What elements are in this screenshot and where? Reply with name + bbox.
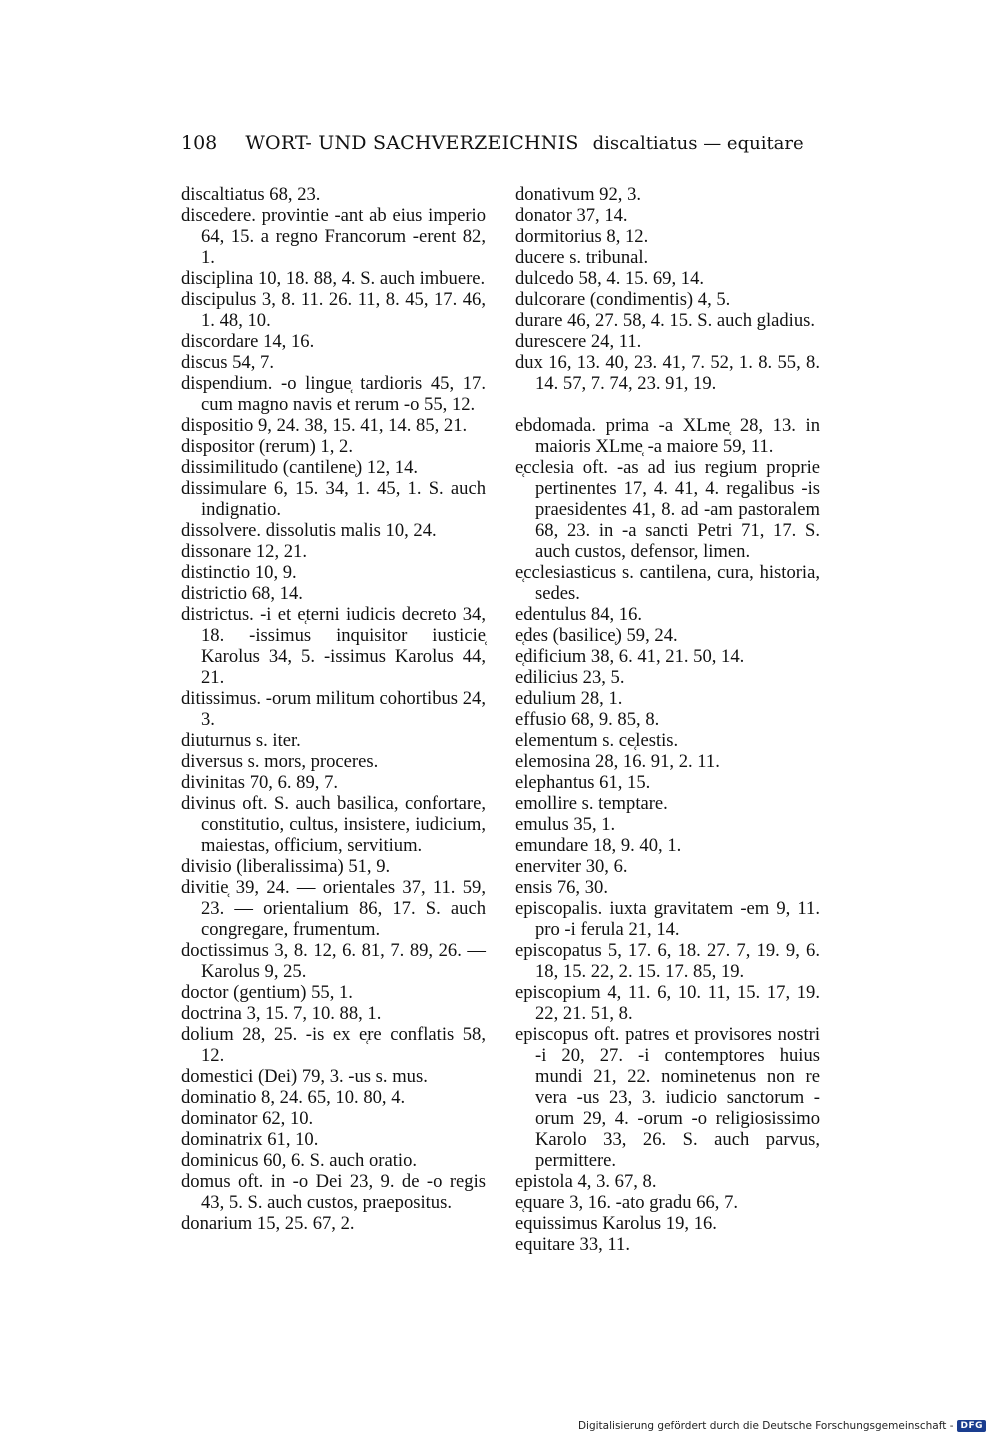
index-entry: diuturnus s. iter. <box>181 730 301 751</box>
index-entry: doctor (gentium) 55, 1. <box>181 982 353 1003</box>
index-entry: equitare 33, 11. <box>515 1234 630 1255</box>
index-entry: dissimilitudo (cantilene̜) 12, 14. <box>181 457 419 478</box>
index-entry: ensis 76, 30. <box>515 877 608 898</box>
index-entry: enerviter 30, 6. <box>515 856 628 877</box>
index-entry: divinitas 70, 6. 89, 7. <box>181 772 339 793</box>
index-entry: dissonare 12, 21. <box>181 541 308 562</box>
page-number: 108 <box>181 132 218 154</box>
dfg-logo-icon: DFG <box>957 1420 986 1432</box>
index-entry: emundare 18, 9. 40, 1. <box>515 835 682 856</box>
index-entry: divisio (liberalissima) 51, 9. <box>181 856 391 877</box>
index-entry: e̜dificium 38, 6. 41, 21. 50, 14. <box>515 646 745 667</box>
index-entry: discus 54, 7. <box>181 352 274 373</box>
footer-text: Digitalisierung gefördert durch die Deutsche Forschungsgemeinschaft - <box>577 1420 954 1432</box>
index-entry: e̜des (basilice̜) 59, 24. <box>515 625 678 646</box>
index-entry: episcopium 4, 11. 6, 10. 11, 15. 17, 19. 22, 21. 51, 8. <box>515 982 820 1024</box>
index-entry: e̜quare 3, 16. -ato gradu 66, 7. <box>515 1192 739 1213</box>
index-entry: effusio 68, 9. 85, 8. <box>515 709 660 730</box>
index-entry: durescere 24, 11. <box>515 331 642 352</box>
index-entry: elemosina 28, 16. 91, 2. 11. <box>515 751 720 772</box>
index-entry: donativum 92, 3. <box>515 184 642 205</box>
index-entry: episcopus oft. patres et provisores nostri -i 20, 27. -i contemptores huius mundi 21, 22. nominetenus non re vera -us 23, 3. iudicio sanctorum -orum 29, 4. -orum -o religiosissimo Karolo 33, 26. S. auch parvus, permittere. <box>515 1024 820 1171</box>
index-entry: elementum s. ce̜lestis. <box>515 730 679 751</box>
index-entry: durare 46, 27. 58, 4. 15. S. auch gladius. <box>515 310 816 331</box>
index-entry: dominatio 8, 24. 65, 10. 80, 4. <box>181 1087 406 1108</box>
index-column-right <box>515 184 820 1255</box>
index-entry: divitie̜ 39, 24. — orientales 37, 11. 59, 23. — orientalium 86, 17. S. auch congregare, frumentum. <box>181 877 486 940</box>
index-entry: distinctio 10, 9. <box>181 562 297 583</box>
index-entry: doctrina 3, 15. 7, 10. 88, 1. <box>181 1003 382 1024</box>
index-entry: discedere. provintie -ant ab eius imperio 64, 15. a regno Francorum -erent 82, 1. <box>181 205 486 268</box>
index-entry: dominicus 60, 6. S. auch oratio. <box>181 1150 418 1171</box>
index-entry: episcopatus 5, 17. 6, 18. 27. 7, 19. 9, 6. 18, 15. 22, 2. 15. 17. 85, 19. <box>515 940 820 982</box>
index-entry: discaltiatus 68, 23. <box>181 184 321 205</box>
index-entry: e̜cclesiasticus s. cantilena, cura, historia, sedes. <box>515 562 820 604</box>
running-title: WORT- UND SACHVERZEICHNIS <box>245 132 579 154</box>
index-entry: divinus oft. S. auch basilica, confortare, constitutio, cultus, insistere, iudicium, maiestas, officium, servitium. <box>181 793 486 856</box>
index-entry: epistola 4, 3. 67, 8. <box>515 1171 657 1192</box>
index-entry: episcopalis. iuxta gravitatem -em 9, 11. pro -i ferula 21, 14. <box>515 898 820 940</box>
index-entry: donarium 15, 25. 67, 2. <box>181 1213 355 1234</box>
index-entry: ebdomada. prima -a XLme̜ 28, 13. in maioris XLme̜ -a maiore 59, 11. <box>515 415 820 457</box>
index-entry: elephantus 61, 15. <box>515 772 651 793</box>
index-entry: ducere s. tribunal. <box>515 247 649 268</box>
footer-credit <box>578 1420 986 1432</box>
index-entry: discipulus 3, 8. 11. 26. 11, 8. 45, 17. 46, 1. 48, 10. <box>181 289 486 331</box>
index-entry: dux 16, 13. 40, 23. 41, 7. 52, 1. 8. 55, 8. 14. 57, 7. 74, 23. 91, 19. <box>515 352 820 394</box>
index-entry: dulcedo 58, 4. 15. 69, 14. <box>515 268 705 289</box>
index-entry: emollire s. temptare. <box>515 793 668 814</box>
index-entry: dormitorius 8, 12. <box>515 226 649 247</box>
index-entry: dulcorare (condimentis) 4, 5. <box>515 289 731 310</box>
index-entry: doctissimus 3, 8. 12, 6. 81, 7. 89, 26. — Karolus 9, 25. <box>181 940 486 982</box>
index-entry: districtio 68, 14. <box>181 583 303 604</box>
index-entry: disciplina 10, 18. 88, 4. S. auch imbuere. <box>181 268 486 289</box>
index-entry: equissimus Karolus 19, 16. <box>515 1213 717 1234</box>
index-entry: dissimulare 6, 15. 34, 1. 45, 1. S. auch indignatio. <box>181 478 486 520</box>
index-entry: dominatrix 61, 10. <box>181 1129 319 1150</box>
page-header <box>181 132 804 154</box>
index-entry: dominator 62, 10. <box>181 1108 314 1129</box>
index-entry: dispendium. -o lingue̜ tardioris 45, 17. cum magno navis et rerum -o 55, 12. <box>181 373 486 415</box>
index-entry: districtus. -i et e̜terni iudicis decreto 34, 18. -issimus inquisitor iusticie̜ Karolus 34, 5. -issimus Karolus 44, 21. <box>181 604 486 688</box>
index-entry: dolium 28, 25. -is ex e̜re conflatis 58, 12. <box>181 1024 486 1066</box>
index-entry: domus oft. in -o Dei 23, 9. de -o regis 43, 5. S. auch custos, praepositus. <box>181 1171 486 1213</box>
index-entry: donator 37, 14. <box>515 205 628 226</box>
index-column-left <box>181 184 486 1234</box>
index-entry: diversus s. mors, proceres. <box>181 751 379 772</box>
index-entry: dispositio 9, 24. 38, 15. 41, 14. 85, 21. <box>181 415 468 436</box>
index-entry: domestici (Dei) 79, 3. -us s. mus. <box>181 1066 428 1087</box>
index-entry: e̜cclesia oft. -as ad ius regium proprie pertinentes 17, 4. 41, 4. regalibus -is praesidentes 41, 8. ad -am pastoralem 68, 23. in -a sancti Petri 71, 17. S. auch custos, defensor, limen. <box>515 457 820 562</box>
index-entry: edulium 28, 1. <box>515 688 623 709</box>
index-entry: discordare 14, 16. <box>181 331 315 352</box>
index-entry: dissolvere. dissolutis malis 10, 24. <box>181 520 437 541</box>
index-entry: emulus 35, 1. <box>515 814 616 835</box>
index-entry: edentulus 84, 16. <box>515 604 643 625</box>
index-entry: edilicius 23, 5. <box>515 667 625 688</box>
index-entry: ditissimus. -orum militum cohortibus 24, 3. <box>181 688 486 730</box>
entry-range: discaltiatus — equitare <box>592 133 804 154</box>
index-entry: dispositor (rerum) 1, 2. <box>181 436 353 457</box>
